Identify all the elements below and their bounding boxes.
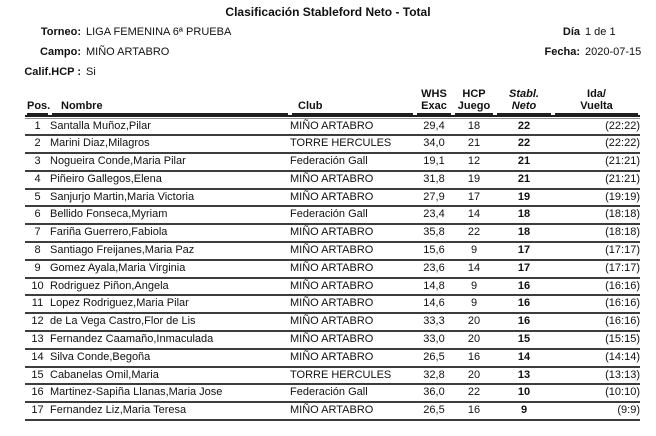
whs-exac-cell: 23,6: [415, 260, 453, 278]
name-cell: Cabanelas Omil,Maria: [50, 367, 290, 385]
whs-exac-cell: 27,9: [415, 189, 453, 207]
stabl-neto-cell: 14: [495, 349, 553, 367]
name-cell: de La Vega Castro,Flor de Lis: [50, 313, 290, 331]
name-cell: Nogueira Conde,Maria Pilar: [50, 153, 290, 171]
table-row: [25, 206, 640, 224]
col-header-ida-vuelta: Ida/ Vuelta: [553, 88, 640, 116]
whs-exac-cell: 14,6: [415, 295, 453, 313]
hcp-juego-cell: 14: [453, 206, 495, 224]
pos-cell: 9: [25, 260, 50, 278]
results-table-body: [25, 116, 640, 420]
hcp-juego-cell: 9: [453, 242, 495, 260]
club-cell: MIÑO ARTABRO: [290, 278, 415, 296]
hcp-juego-cell: 16: [453, 402, 495, 420]
whs-exac-cell: 35,8: [415, 224, 453, 242]
stabl-neto-cell: 13: [495, 367, 553, 385]
club-cell: MIÑO ARTABRO: [290, 295, 415, 313]
stabl-neto-cell: 18: [495, 224, 553, 242]
ida-vuelta-cell: (22:22): [553, 118, 640, 135]
whs-exac-cell: 33,3: [415, 313, 453, 331]
results-table: [25, 88, 640, 421]
club-cell: MIÑO ARTABRO: [290, 118, 415, 135]
page-title: Clasificación Stableford Neto - Total: [225, 5, 431, 19]
table-row: [25, 171, 640, 189]
meta-left-block: [0, 26, 231, 86]
campo-value: MIÑO ARTABRO: [86, 46, 170, 58]
name-cell: Fernandez Liz,Maria Teresa: [50, 402, 290, 420]
hcp-juego-cell: 21: [453, 135, 495, 153]
ida-vuelta-cell: (17:17): [553, 242, 640, 260]
stabl-neto-cell: 19: [495, 189, 553, 207]
whs-exac-cell: 33,0: [415, 331, 453, 349]
pos-cell: 1: [25, 118, 50, 135]
pos-cell: 15: [25, 367, 50, 385]
table-row: [25, 118, 640, 135]
whs-exac-cell: 26,5: [415, 349, 453, 367]
hcp-juego-cell: 20: [453, 367, 495, 385]
club-cell: Federación Gall: [290, 384, 415, 402]
torneo-value: LIGA FEMENINA 6ª PRUEBA: [86, 26, 232, 38]
name-cell: Marini Diaz,Milagros: [50, 135, 290, 153]
calif-hcp-row: [0, 66, 231, 86]
pos-cell: 16: [25, 384, 50, 402]
whs-exac-cell: 19,1: [415, 153, 453, 171]
table-row: [25, 189, 640, 207]
torneo-row: [0, 26, 231, 46]
ida-vuelta-cell: (22:22): [553, 135, 640, 153]
hcp-juego-cell: 9: [453, 295, 495, 313]
stabl-neto-cell: 16: [495, 295, 553, 313]
club-cell: MIÑO ARTABRO: [290, 224, 415, 242]
table-row: [25, 224, 640, 242]
whs-exac-cell: 31,8: [415, 171, 453, 189]
whs-exac-cell: 29,4: [415, 118, 453, 135]
table-row: [25, 313, 640, 331]
pos-cell: 2: [25, 135, 50, 153]
hcp-juego-cell: 18: [453, 118, 495, 135]
torneo-label: Torneo:: [40, 26, 81, 38]
stabl-neto-cell: 16: [495, 313, 553, 331]
table-row: [25, 367, 640, 385]
table-row: [25, 349, 640, 367]
stabl-neto-cell: 21: [495, 153, 553, 171]
stabl-neto-cell: 18: [495, 206, 553, 224]
whs-exac-cell: 15,6: [415, 242, 453, 260]
ida-vuelta-cell: (16:16): [553, 313, 640, 331]
meta-right-block: [508, 26, 641, 66]
calif-hcp-label: Calif.HCP :: [24, 66, 81, 78]
club-cell: MIÑO ARTABRO: [290, 242, 415, 260]
club-cell: TORRE HERCULES: [290, 135, 415, 153]
campo-row: [0, 46, 231, 66]
ida-vuelta-cell: (18:18): [553, 206, 640, 224]
name-cell: Bellido Fonseca,Myriam: [50, 206, 290, 224]
ida-vuelta-cell: (21:21): [553, 171, 640, 189]
name-cell: Fernandez Caamaño,Inmaculada: [50, 331, 290, 349]
ida-vuelta-cell: (21:21): [553, 153, 640, 171]
table-row: [25, 135, 640, 153]
hcp-juego-cell: 22: [453, 224, 495, 242]
hcp-juego-cell: 12: [453, 153, 495, 171]
name-cell: Sanjurjo Martin,Maria Victoria: [50, 189, 290, 207]
hcp-juego-cell: 9: [453, 278, 495, 296]
name-cell: Martinez-Sapiña Llanas,Maria Jose: [50, 384, 290, 402]
col-header-whs-exac: WHS Exac: [415, 88, 453, 116]
whs-exac-cell: 23,4: [415, 206, 453, 224]
fecha-label: Fecha:: [544, 46, 580, 58]
hcp-juego-cell: 20: [453, 313, 495, 331]
stabl-neto-cell: 15: [495, 331, 553, 349]
name-cell: Santalla Muñoz,Pilar: [50, 118, 290, 135]
name-cell: Piñeiro Gallegos,Elena: [50, 171, 290, 189]
col-header-nombre: Nombre: [50, 88, 290, 116]
ida-vuelta-cell: (16:16): [553, 278, 640, 296]
whs-exac-cell: 26,5: [415, 402, 453, 420]
whs-exac-cell: 14,8: [415, 278, 453, 296]
pos-cell: 13: [25, 331, 50, 349]
col-header-pos: Pos.: [25, 88, 50, 116]
whs-exac-cell: 34,0: [415, 135, 453, 153]
ida-vuelta-cell: (13:13): [553, 367, 640, 385]
table-row: [25, 278, 640, 296]
ida-vuelta-cell: (17:17): [553, 260, 640, 278]
pos-cell: 8: [25, 242, 50, 260]
ida-vuelta-cell: (14:14): [553, 349, 640, 367]
club-cell: MIÑO ARTABRO: [290, 313, 415, 331]
club-cell: TORRE HERCULES: [290, 367, 415, 385]
col-header-club: Club: [290, 88, 415, 116]
stabl-neto-cell: 22: [495, 135, 553, 153]
pos-cell: 10: [25, 278, 50, 296]
pos-cell: 6: [25, 206, 50, 224]
club-cell: MIÑO ARTABRO: [290, 171, 415, 189]
ida-vuelta-cell: (9:9): [553, 402, 640, 420]
club-cell: Federación Gall: [290, 206, 415, 224]
stabl-neto-cell: 10: [495, 384, 553, 402]
ida-vuelta-cell: (19:19): [553, 189, 640, 207]
ida-vuelta-cell: (10:10): [553, 384, 640, 402]
dia-label: Día: [562, 26, 580, 38]
results-table-header-row: [25, 88, 640, 116]
pos-cell: 12: [25, 313, 50, 331]
name-cell: Gomez Ayala,Maria Virginia: [50, 260, 290, 278]
stabl-neto-cell: 16: [495, 278, 553, 296]
club-cell: MIÑO ARTABRO: [290, 189, 415, 207]
stabl-neto-cell: 22: [495, 118, 553, 135]
hcp-juego-cell: 17: [453, 189, 495, 207]
ida-vuelta-cell: (16:16): [553, 295, 640, 313]
pos-cell: 17: [25, 402, 50, 420]
hcp-juego-cell: 20: [453, 331, 495, 349]
club-cell: Federación Gall: [290, 153, 415, 171]
table-row: [25, 260, 640, 278]
table-row: [25, 384, 640, 402]
name-cell: Silva Conde,Begoña: [50, 349, 290, 367]
whs-exac-cell: 32,8: [415, 367, 453, 385]
club-cell: MIÑO ARTABRO: [290, 331, 415, 349]
hcp-juego-cell: 22: [453, 384, 495, 402]
stabl-neto-cell: 17: [495, 242, 553, 260]
hcp-juego-cell: 19: [453, 171, 495, 189]
pos-cell: 4: [25, 171, 50, 189]
fecha-value: 2020-07-15: [585, 46, 642, 58]
table-row: [25, 242, 640, 260]
ida-vuelta-cell: (15:15): [553, 331, 640, 349]
table-row: [25, 153, 640, 171]
club-cell: MIÑO ARTABRO: [290, 402, 415, 420]
table-row: [25, 295, 640, 313]
hcp-juego-cell: 16: [453, 349, 495, 367]
stabl-neto-cell: 21: [495, 171, 553, 189]
table-row: [25, 331, 640, 349]
name-cell: Lopez Rodriguez,Maria Pilar: [50, 295, 290, 313]
name-cell: Rodriguez Piñon,Angela: [50, 278, 290, 296]
pos-cell: 3: [25, 153, 50, 171]
club-cell: MIÑO ARTABRO: [290, 349, 415, 367]
col-header-stabl-neto: Stabl. Neto: [495, 88, 553, 116]
pos-cell: 11: [25, 295, 50, 313]
dia-value: 1 de 1: [585, 26, 616, 38]
campo-label: Campo:: [40, 46, 81, 58]
dia-row: [508, 26, 641, 46]
table-row: [25, 402, 640, 420]
name-cell: Santiago Freijanes,Maria Paz: [50, 242, 290, 260]
col-header-hcp-juego: HCP Juego: [453, 88, 495, 116]
pos-cell: 14: [25, 349, 50, 367]
pos-cell: 7: [25, 224, 50, 242]
name-cell: Fariña Guerrero,Fabiola: [50, 224, 290, 242]
ida-vuelta-cell: (18:18): [553, 224, 640, 242]
calif-hcp-value: Si: [86, 66, 96, 78]
hcp-juego-cell: 14: [453, 260, 495, 278]
fecha-row: [508, 46, 641, 66]
whs-exac-cell: 36,0: [415, 384, 453, 402]
stabl-neto-cell: 17: [495, 260, 553, 278]
stabl-neto-cell: 9: [495, 402, 553, 420]
pos-cell: 5: [25, 189, 50, 207]
club-cell: MIÑO ARTABRO: [290, 260, 415, 278]
